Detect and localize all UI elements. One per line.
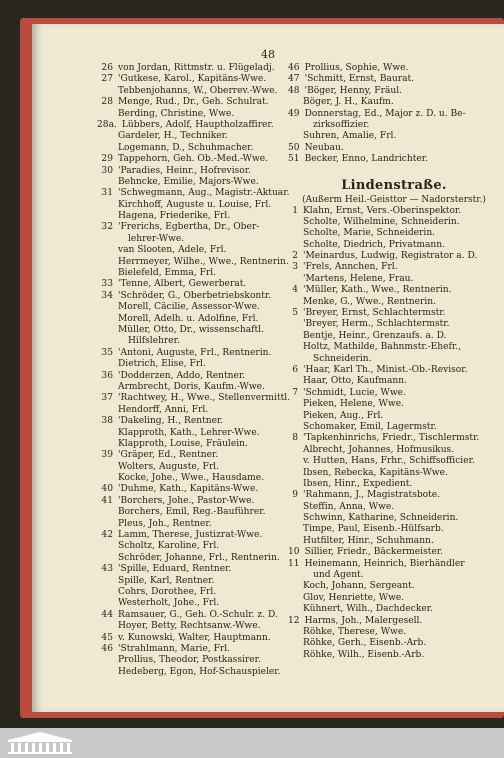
resident-entry: Koch, Johann, Sergeant. — [303, 581, 415, 592]
resident-entry: Ramsauer, G., Geh. O.-Schulr. z. D. — [118, 609, 278, 620]
house-number — [288, 479, 303, 490]
resident-entry: Hoyer, Betty, Rechtsanw.-Wwe. — [118, 621, 261, 632]
house-number — [288, 411, 303, 422]
house-number: 40 — [101, 484, 113, 495]
resident-entry: 'Rachtwey, H., Wwe., Stellenvermittl. — [118, 393, 291, 404]
directory-entry — [288, 120, 500, 131]
resident-entry: Borchers, Emil, Reg.-Bauführer. — [118, 507, 266, 518]
house-number: 11 — [288, 558, 300, 569]
resident-entry: Dietrich, Elise, Frl. — [118, 359, 206, 370]
house-number: 44 — [101, 609, 113, 620]
house-number — [288, 131, 303, 142]
directory-entry — [288, 86, 500, 97]
house-number — [97, 211, 118, 222]
resident-entry: Menge, Rud., Dr., Geh. Schulrat. — [118, 97, 269, 108]
resident-entry: Behncke, Emilie, Majors-Wwe. — [118, 176, 259, 187]
directory-entry — [288, 536, 500, 547]
resident-entry: Haar, Otto, Kaufmann. — [303, 376, 408, 387]
directory-entry — [288, 445, 500, 456]
house-number — [97, 462, 118, 473]
house-number: 42 — [101, 530, 113, 541]
house-number — [288, 342, 303, 353]
street-heading: Lindenstraße. — [341, 177, 447, 193]
resident-entry: und Agent. — [313, 570, 364, 581]
resident-entry: v. Kunowski, Walter, Hauptmann. — [118, 632, 271, 643]
house-number — [97, 257, 118, 268]
resident-entry: Kirchhoff, Auguste u. Louise, Frl. — [118, 199, 272, 210]
house-number — [288, 638, 303, 649]
house-number — [288, 399, 303, 410]
house-number: 46 — [288, 63, 300, 73]
resident-entry: Schneiderin. — [313, 353, 372, 364]
library-building-icon — [6, 731, 74, 755]
house-number: 7 — [292, 387, 298, 398]
resident-entry: 'Rahmann, J., Magistratsbote. — [303, 490, 441, 501]
resident-entry: Bielefeld, Emma, Frl. — [118, 268, 217, 279]
directory-entry — [288, 143, 500, 154]
directory-entry — [288, 593, 500, 604]
house-number — [97, 268, 118, 279]
house-number — [288, 228, 303, 239]
resident-entry: 'Dakeling, H., Rentner. — [118, 416, 224, 427]
resident-entry: Kühnert, Wilh., Dachdecker. — [303, 604, 433, 615]
house-number: 30 — [101, 165, 113, 176]
resident-entry: Scholte, Diedrich, Privatmann. — [303, 239, 446, 250]
house-number — [97, 143, 118, 154]
house-number: 43 — [101, 564, 113, 575]
house-number — [288, 604, 303, 615]
house-number: 33 — [101, 279, 113, 290]
house-number: 28a. — [97, 119, 117, 130]
directory-entry — [288, 490, 500, 501]
house-number: 47 — [288, 74, 300, 85]
resident-entry: 'Haar, Karl Th., Minist.-Ob.-Revisor. — [303, 364, 468, 375]
directory-entry — [288, 616, 500, 627]
house-number: 9 — [292, 490, 298, 501]
house-number — [288, 513, 303, 524]
resident-entry: Schwinn, Katharine, Schneiderin. — [303, 513, 459, 524]
resident-entry: Cohrs, Dorothee, Frl. — [118, 586, 217, 597]
resident-entry: Neubau. — [304, 142, 344, 153]
resident-entry: Logemann, D., Schuhmacher. — [118, 142, 254, 153]
resident-entry: Pieken, Aug., Frl. — [303, 410, 384, 421]
house-number: 29 — [101, 154, 113, 165]
house-number — [288, 331, 303, 342]
house-number: 32 — [101, 222, 113, 233]
resident-entry: Morell, Cäcilie, Assessor-Wwe. — [118, 302, 260, 313]
house-number — [288, 376, 303, 387]
resident-entry: v. Hutten, Hans, Frhr., Schiffsofficier. — [303, 456, 475, 467]
page-number: 48 — [261, 48, 275, 61]
house-number: 39 — [101, 450, 113, 461]
directory-entry — [288, 524, 500, 535]
house-number — [97, 655, 118, 666]
resident-entry: Hutfilter, Hinr., Schuhmann. — [303, 535, 434, 546]
directory-entry — [288, 331, 500, 342]
resident-entry: 'Antoni, Auguste, Frl., Rentnerin. — [118, 347, 272, 358]
resident-entry: Bentje, Heinr., Grenzaufs. a. D. — [303, 330, 447, 341]
resident-entry: 'Strahlmann, Marie, Frl. — [118, 643, 231, 654]
resident-entry: 'Spille, Eduard, Rentner. — [118, 564, 232, 575]
house-number — [288, 297, 303, 308]
directory-entry — [288, 262, 500, 273]
resident-entry: 'Schmitt, Ernst, Baurat. — [304, 74, 415, 85]
house-number — [97, 131, 118, 142]
street-note: (Außerm Heil.-Geisttor — Nadorsterstr.) — [302, 194, 486, 205]
resident-entry: Morell, Adelh. u. Adolfine, Frl. — [118, 313, 259, 324]
house-number: 10 — [288, 547, 300, 558]
directory-entry — [288, 547, 500, 558]
house-number — [97, 428, 118, 439]
house-number — [97, 200, 118, 211]
house-number — [288, 627, 303, 638]
resident-entry: Schröder, Johanne, Frl., Rentnerin. — [118, 552, 280, 563]
resident-entry: Herrmeyer, Wilhe., Wwe., Rentnerin. — [118, 256, 289, 267]
house-number — [97, 507, 118, 518]
resident-entry: Suhren, Amalie, Frl. — [303, 131, 397, 142]
house-number — [97, 473, 118, 484]
house-number — [97, 177, 118, 188]
resident-entry: Ibsen, Rebecka, Kapitäns-Wwe. — [303, 467, 448, 478]
directory-entry — [288, 388, 500, 399]
house-number — [97, 587, 118, 598]
directory-entry — [288, 513, 500, 524]
house-number — [97, 598, 118, 609]
resident-entry: Ibsen, Hinr., Expedient. — [303, 478, 413, 489]
resident-entry: zirksoffizier. — [313, 119, 370, 130]
house-number — [97, 109, 118, 120]
resident-entry: Albrecht, Johannes, Hofmusikus. — [303, 444, 455, 455]
house-number: 2 — [292, 251, 298, 262]
directory-entry — [288, 650, 500, 661]
resident-entry: 'Schwegmann, Aug., Magistr.-Aktuar. — [118, 188, 290, 199]
resident-entry: Schomaker, Emil, Lagermstr. — [303, 421, 437, 432]
house-number — [97, 245, 118, 256]
house-number — [288, 240, 303, 251]
resident-entry: Heinemann, Heinrich, Bierhändler — [304, 558, 465, 569]
directory-entry — [288, 468, 500, 479]
house-number: 1 — [292, 205, 298, 216]
resident-entry: 'Müller, Kath., Wwe., Rentnerin. — [303, 285, 452, 296]
directory-entry — [288, 285, 500, 296]
directory-entry — [288, 354, 500, 365]
directory-entry — [97, 667, 322, 678]
house-number: 35 — [101, 347, 113, 358]
resident-entry: Tappehorn, Geh. Ob.-Med.-Wwe. — [118, 154, 269, 165]
resident-entry: Prollius, Theodor, Postkassirer. — [118, 655, 261, 666]
resident-entry: Lamm, Therese, Justizrat-Wwe. — [118, 530, 263, 541]
resident-entry: van Slooten, Adele, Frl. — [118, 245, 227, 256]
house-number: 27 — [101, 74, 113, 85]
resident-entry: Klapproth, Kath., Lehrer-Wwe. — [118, 427, 260, 438]
house-number — [97, 439, 118, 450]
resident-entry: Klapproth, Louise, Fräulein. — [118, 438, 248, 449]
resident-entry: 'Gräper, Ed., Rentner. — [118, 450, 219, 461]
house-number — [97, 621, 118, 632]
directory-entry — [288, 297, 500, 308]
resident-entry: Harms, Joh., Malergesell. — [304, 615, 423, 626]
house-number — [97, 325, 118, 336]
resident-entry: Scholte, Wilhelmine, Schneiderin. — [303, 216, 460, 227]
resident-entry: Röhke, Gerh., Eisenb.-Arb. — [303, 638, 427, 649]
resident-entry: Scholte, Marie, Schneiderin. — [303, 228, 436, 239]
resident-entry: 'Tapkenhinrichs, Friedr., Tischlermstr. — [303, 433, 480, 444]
resident-entry: 'Tenne, Albert, Gewerberat. — [118, 279, 247, 290]
house-number: 12 — [288, 615, 300, 626]
resident-entry: 'Schröder, G., Oberbetriebskontr. — [118, 290, 272, 301]
right-top-entries — [288, 63, 500, 166]
directory-entry — [288, 399, 500, 410]
resident-entry: Kocke, Johe., Wwe., Hausdame. — [118, 473, 265, 484]
directory-entry — [288, 206, 500, 217]
resident-entry: Hedeberg, Egon, Hof-Schauspieler. — [118, 666, 281, 677]
house-number — [97, 541, 118, 552]
resident-entry: Hagena, Friederike, Frl. — [118, 211, 231, 222]
resident-entry: Pleus, Joh., Rentner. — [118, 518, 212, 529]
directory-entry — [288, 604, 500, 615]
directory-entry — [288, 154, 500, 165]
directory-entry — [288, 319, 500, 330]
house-number — [288, 274, 303, 285]
house-number: 4 — [292, 285, 298, 296]
house-number — [288, 456, 303, 467]
directory-entry — [288, 74, 500, 85]
resident-entry: Westerholt, Johe., Frl. — [118, 598, 220, 609]
resident-entry: Prollius, Sophie, Wwe. — [304, 63, 409, 73]
resident-entry: 'Breyer, Ernst, Schlachtermstr. — [303, 308, 446, 319]
resident-entry: 'Böger, Henny, Fräul. — [304, 85, 403, 96]
house-number — [288, 581, 303, 592]
house-number — [97, 314, 118, 325]
house-number — [288, 536, 303, 547]
house-number — [288, 593, 303, 604]
resident-entry: 'Borchers, Johe., Pastor-Wwe. — [118, 495, 255, 506]
house-number — [288, 445, 303, 456]
directory-entry — [288, 228, 500, 239]
house-number: 49 — [288, 108, 300, 119]
directory-entry — [288, 274, 500, 285]
resident-entry: 'Frels, Annchen, Frl. — [303, 262, 398, 273]
house-number: 26 — [101, 63, 113, 73]
directory-entry — [288, 456, 500, 467]
house-number: 36 — [101, 370, 113, 381]
resident-entry: Gardeler, H., Techniker. — [118, 131, 228, 142]
directory-entry — [288, 581, 500, 592]
resident-entry: Holtz, Mathilde, Bahnmstr.-Ehefr., — [303, 342, 462, 353]
resident-entry: Scholtz, Karoline, Frl. — [118, 541, 220, 552]
house-number: 31 — [101, 188, 113, 199]
house-number: 38 — [101, 416, 113, 427]
directory-entry — [288, 251, 500, 262]
directory-entry — [288, 131, 500, 142]
resident-entry: Berding, Christine, Wwe. — [118, 108, 235, 119]
house-number — [288, 502, 303, 513]
directory-entry — [288, 502, 500, 513]
resident-entry: 'Frerichs, Egbertha, Dr., Ober- — [118, 222, 260, 233]
resident-entry: Tebbenjohanns, W., Oberrev.-Wwe. — [118, 85, 278, 96]
resident-entry: Hilfslehrer. — [128, 336, 180, 347]
house-number: 51 — [288, 154, 300, 165]
directory-entry — [288, 559, 500, 570]
resident-entry: 'Paradies, Heinr., Hofrevisor. — [118, 165, 251, 176]
resident-entry: Wolters, Auguste, Frl. — [118, 461, 219, 472]
directory-entry — [288, 63, 500, 74]
resident-entry: Steffin, Anna, Wwe. — [303, 501, 395, 512]
house-number — [288, 650, 303, 661]
directory-entry — [288, 627, 500, 638]
resident-entry: Pieken, Helene, Wwe. — [303, 399, 404, 410]
house-number — [97, 576, 118, 587]
house-number — [288, 319, 303, 330]
directory-entry — [288, 411, 500, 422]
resident-entry: 'Meinardus, Ludwig, Registrator a. D. — [303, 251, 478, 262]
directory-entry — [288, 570, 500, 581]
resident-entry: Hendorff, Anni, Frl. — [118, 404, 209, 415]
resident-entry: Röhke, Therese, Wwe. — [303, 626, 407, 637]
directory-entry — [288, 109, 500, 120]
directory-entry — [288, 97, 500, 108]
house-number — [288, 217, 303, 228]
house-number: 41 — [101, 495, 113, 506]
house-number: 48 — [288, 85, 300, 96]
right-bottom-entries — [288, 206, 500, 662]
directory-entry — [288, 308, 500, 319]
resident-entry: 'Schmidt, Lucie, Wwe. — [303, 387, 406, 398]
resident-entry: Böger, J. H., Kaufm. — [303, 97, 394, 108]
directory-entry — [288, 638, 500, 649]
resident-entry: 'Martens, Helene, Frau. — [303, 273, 414, 284]
house-number: 6 — [292, 364, 298, 375]
directory-entry — [288, 376, 500, 387]
house-number: 50 — [288, 142, 300, 153]
resident-entry: Lübbers, Adolf, Hauptholzaffirer. — [121, 119, 274, 130]
house-number — [97, 667, 118, 678]
resident-entry: lehrer-Wwe. — [128, 233, 185, 244]
house-number — [97, 405, 118, 416]
house-number: 37 — [101, 393, 113, 404]
house-number — [288, 468, 303, 479]
house-number: 3 — [292, 262, 298, 273]
resident-entry: Sillier, Friedr., Bäckermeister. — [304, 547, 444, 558]
house-number: 34 — [101, 290, 113, 301]
house-number — [97, 359, 118, 370]
directory-entry — [288, 479, 500, 490]
resident-entry: Klahn, Ernst, Vers.-Oberinspektor. — [303, 205, 462, 216]
house-number — [97, 302, 118, 313]
resident-entry: Glov, Henriette, Wwe. — [303, 592, 405, 603]
directory-entry — [288, 342, 500, 353]
resident-entry: 'Gutkese, Karol., Kapitäns-Wwe. — [118, 74, 267, 85]
house-number — [97, 553, 118, 564]
resident-entry: Röhke, Wilh., Eisenb.-Arb. — [303, 649, 425, 660]
resident-entry: Donnerstag, Ed., Major z. D. u. Be- — [304, 108, 466, 119]
right-column — [288, 63, 500, 661]
directory-entry — [288, 240, 500, 251]
house-number — [288, 422, 303, 433]
house-number: 45 — [101, 632, 113, 643]
house-number — [97, 519, 118, 530]
directory-entry — [288, 217, 500, 228]
directory-entry — [288, 365, 500, 376]
house-number: 28 — [101, 97, 113, 108]
directory-entry — [288, 433, 500, 444]
resident-entry: 'Breyer, Herm., Schlachtermstr. — [303, 319, 450, 330]
resident-entry: Timpe, Paul, Eisenb.-Hülfsarb. — [303, 524, 444, 535]
resident-entry: von Jordan, Rittmstr. u. Flügeladj. — [118, 63, 275, 73]
house-number: 8 — [292, 433, 298, 444]
resident-entry: Armbrecht, Doris, Kaufm.-Wwe. — [118, 381, 265, 392]
resident-entry: Menke, G., Wwe., Rentnerin. — [303, 296, 437, 307]
resident-entry: 'Duhme, Kath., Kapitäns-Wwe. — [118, 484, 259, 495]
house-number — [288, 524, 303, 535]
house-number: 46 — [101, 643, 113, 654]
house-number — [97, 382, 118, 393]
resident-entry: Spille, Karl, Rentner. — [118, 575, 215, 586]
directory-entry — [288, 422, 500, 433]
resident-entry: 'Dodderzen, Addo, Rentner. — [118, 370, 246, 381]
viewer-footer — [0, 728, 504, 758]
house-number: 5 — [292, 308, 298, 319]
directory-page — [32, 24, 504, 712]
house-number — [97, 86, 118, 97]
house-number — [288, 97, 303, 108]
resident-entry: Becker, Enno, Landrichter. — [304, 154, 428, 165]
resident-entry: Müller, Otto, Dr., wissenschaftl. — [118, 324, 264, 335]
